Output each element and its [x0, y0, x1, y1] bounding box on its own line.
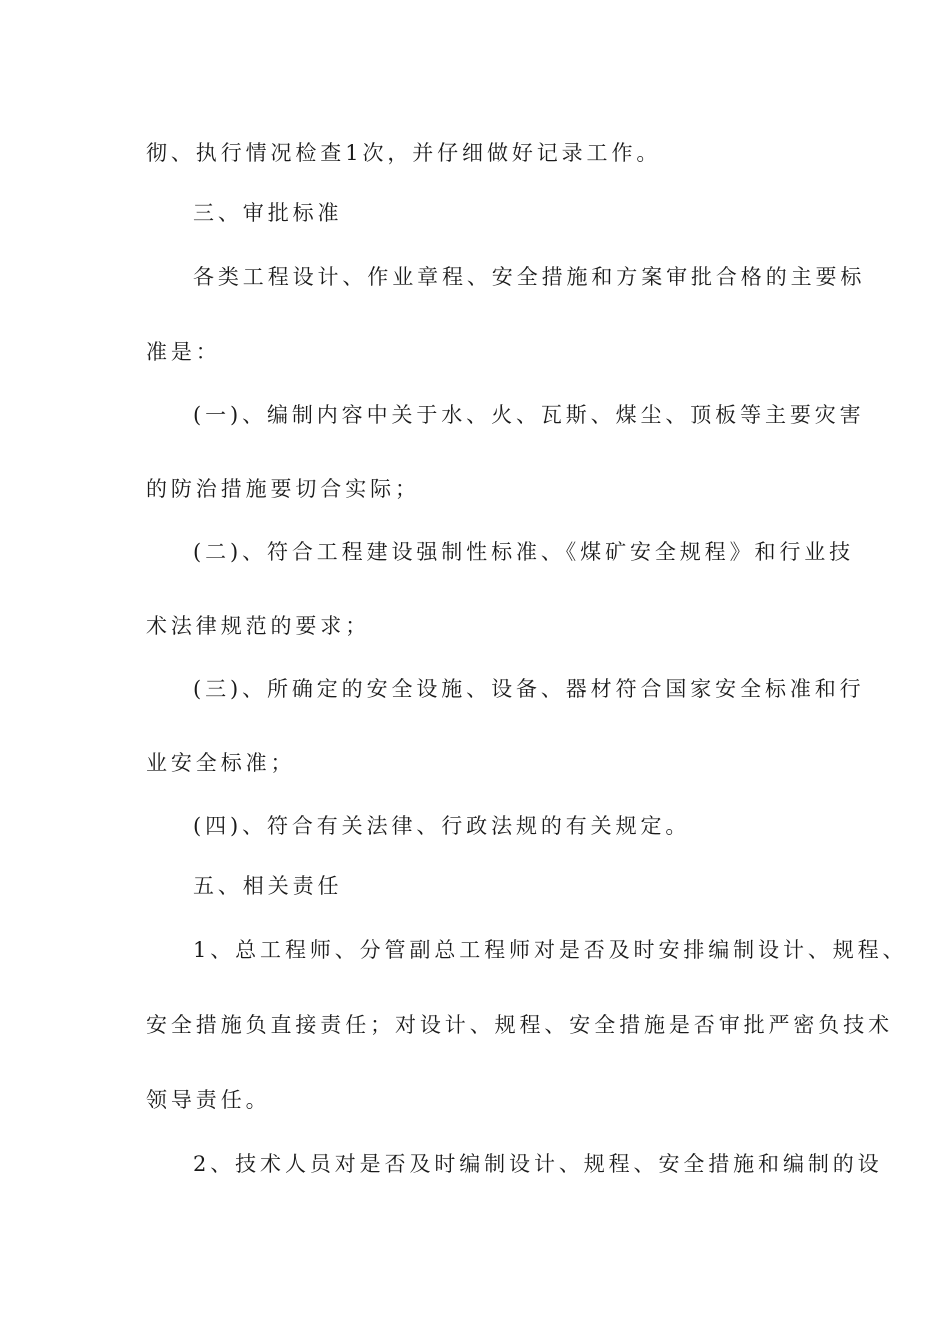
paragraph-line: (一)、编制内容中关于水、火、瓦斯、煤尘、顶板等主要灾害 — [193, 403, 865, 427]
paragraph-line: 各类工程设计、作业章程、安全措施和方案审批合格的主要标 — [193, 265, 866, 289]
section-heading: 五、相关责任 — [193, 874, 343, 898]
paragraph-line: 准是： — [146, 340, 221, 364]
paragraph-line: 安全措施负直接责任；对设计、规程、安全措施是否审批严密负技术 — [146, 1013, 893, 1037]
paragraph-line: 领导责任。 — [146, 1088, 271, 1112]
paragraph-line: 术法律规范的要求； — [146, 614, 371, 638]
section-heading: 三、审批标准 — [193, 201, 343, 225]
paragraph-line: (二)、符合工程建设强制性标准、《煤矿安全规程》和行业技 — [193, 540, 855, 564]
paragraph-line: (四)、符合有关法律、行政法规的有关规定。 — [193, 814, 691, 838]
paragraph-line: 的防治措施要切合实际； — [146, 477, 420, 501]
text-line: 彻、执行情况检查1次，并仔细做好记录工作。 — [146, 141, 662, 165]
paragraph-line: 2、技术人员对是否及时编制设计、规程、安全措施和编制的设 — [193, 1152, 883, 1176]
paragraph-line: 1、总工程师、分管副总工程师对是否及时安排编制设计、规程、 — [193, 938, 908, 962]
paragraph-line: (三)、所确定的安全设施、设备、器材符合国家安全标准和行 — [193, 677, 865, 701]
paragraph-line: 业安全标准； — [146, 751, 296, 775]
